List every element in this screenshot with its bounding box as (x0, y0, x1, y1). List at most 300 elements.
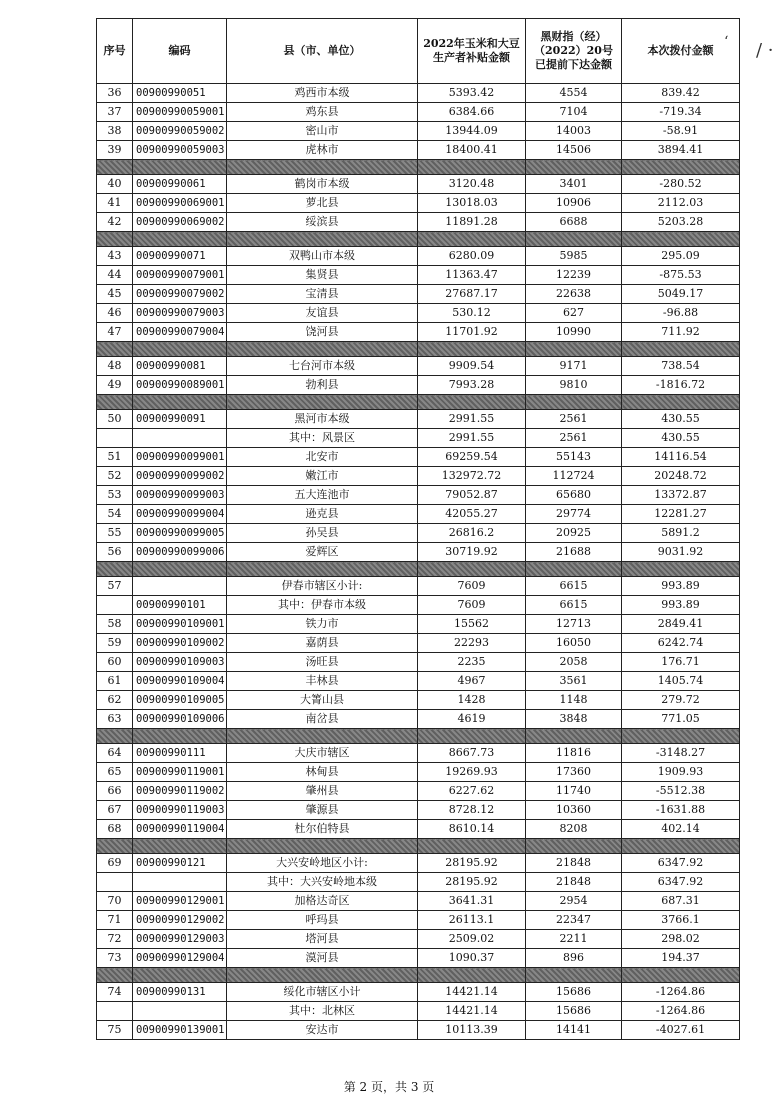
subtotal-cell (97, 395, 133, 410)
subtotal-row (97, 562, 740, 577)
row-code: 00900990109003 (133, 653, 227, 672)
row-code: 00900990099003 (133, 486, 227, 505)
subtotal-cell (526, 160, 622, 175)
row-county: 呼玛县 (227, 911, 418, 930)
row-advance: 11740 (526, 782, 622, 801)
subtotal-cell (526, 342, 622, 357)
row-number: 52 (97, 467, 133, 486)
row-current: 3766.1 (622, 911, 740, 930)
row-county: 其中：伊春市本级 (227, 596, 418, 615)
row-code: 00900990109005 (133, 691, 227, 710)
row-number: 55 (97, 524, 133, 543)
row-advance: 21848 (526, 854, 622, 873)
row-code: 00900990099004 (133, 505, 227, 524)
row-subsidy: 11363.47 (418, 266, 526, 285)
row-code: 00900990129002 (133, 911, 227, 930)
subtotal-cell (227, 968, 418, 983)
table-row (97, 122, 740, 141)
row-code: 00900990119001 (133, 763, 227, 782)
row-advance: 6615 (526, 577, 622, 596)
row-advance: 3561 (526, 672, 622, 691)
row-county: 勃利县 (227, 376, 418, 395)
header-advance: 黑财指（经）（2022）20号已提前下达金额 (526, 19, 622, 84)
row-number: 66 (97, 782, 133, 801)
row-number (97, 596, 133, 615)
row-code: 00900990109002 (133, 634, 227, 653)
row-subsidy: 10113.39 (418, 1021, 526, 1040)
table-row (97, 448, 740, 467)
table-row (97, 194, 740, 213)
row-county: 虎林市 (227, 141, 418, 160)
subtotal-cell (526, 562, 622, 577)
row-county: 集贤县 (227, 266, 418, 285)
row-county: 鸡东县 (227, 103, 418, 122)
row-number: 44 (97, 266, 133, 285)
row-advance: 3848 (526, 710, 622, 729)
row-number: 69 (97, 854, 133, 873)
row-subsidy: 22293 (418, 634, 526, 653)
row-advance: 10990 (526, 323, 622, 342)
row-subsidy: 6280.09 (418, 247, 526, 266)
row-subsidy: 2991.55 (418, 429, 526, 448)
table-row (97, 801, 740, 820)
row-advance: 8208 (526, 820, 622, 839)
row-subsidy: 7993.28 (418, 376, 526, 395)
row-current: 402.14 (622, 820, 740, 839)
row-subsidy: 42055.27 (418, 505, 526, 524)
row-subsidy: 6384.66 (418, 103, 526, 122)
subtotal-cell (526, 395, 622, 410)
row-number: 73 (97, 949, 133, 968)
subtotal-cell (133, 562, 227, 577)
row-subsidy: 1428 (418, 691, 526, 710)
row-county: 林甸县 (227, 763, 418, 782)
row-subsidy: 11891.28 (418, 213, 526, 232)
row-current: 295.09 (622, 247, 740, 266)
row-code: 00900990129004 (133, 949, 227, 968)
row-code: 00900990071 (133, 247, 227, 266)
row-county: 嘉荫县 (227, 634, 418, 653)
table-row (97, 782, 740, 801)
row-advance: 65680 (526, 486, 622, 505)
row-number: 63 (97, 710, 133, 729)
margin-mark: / · (756, 40, 774, 61)
row-current: 6347.92 (622, 873, 740, 892)
row-county: 丰林县 (227, 672, 418, 691)
row-county: 绥滨县 (227, 213, 418, 232)
table-row (97, 854, 740, 873)
row-advance: 15686 (526, 1002, 622, 1021)
row-current: -1631.88 (622, 801, 740, 820)
row-code: 00900990079003 (133, 304, 227, 323)
row-number (97, 429, 133, 448)
subtotal-cell (418, 968, 526, 983)
row-current: 5049.17 (622, 285, 740, 304)
row-current: 687.31 (622, 892, 740, 911)
row-code: 00900990139001 (133, 1021, 227, 1040)
row-advance: 10906 (526, 194, 622, 213)
table-row (97, 543, 740, 562)
row-advance: 2058 (526, 653, 622, 672)
table-row (97, 141, 740, 160)
row-number: 40 (97, 175, 133, 194)
row-code: 00900990069001 (133, 194, 227, 213)
row-county: 饶河县 (227, 323, 418, 342)
row-code: 00900990081 (133, 357, 227, 376)
row-current: 3894.41 (622, 141, 740, 160)
table-row (97, 357, 740, 376)
row-number: 64 (97, 744, 133, 763)
subtotal-row (97, 395, 740, 410)
subtotal-cell (97, 232, 133, 247)
row-subsidy: 9909.54 (418, 357, 526, 376)
subtotal-cell (418, 395, 526, 410)
row-current: -1816.72 (622, 376, 740, 395)
row-number: 68 (97, 820, 133, 839)
row-code: 00900990099005 (133, 524, 227, 543)
row-number: 42 (97, 213, 133, 232)
subtotal-cell (97, 968, 133, 983)
subtotal-cell (526, 839, 622, 854)
row-advance: 55143 (526, 448, 622, 467)
row-current: -58.91 (622, 122, 740, 141)
subtotal-row (97, 232, 740, 247)
row-advance: 12239 (526, 266, 622, 285)
table-row (97, 892, 740, 911)
row-number (97, 873, 133, 892)
row-current: -1264.86 (622, 1002, 740, 1021)
row-number: 59 (97, 634, 133, 653)
row-current: 771.05 (622, 710, 740, 729)
subtotal-cell (526, 729, 622, 744)
table-row (97, 429, 740, 448)
row-advance: 5985 (526, 247, 622, 266)
row-current: 430.55 (622, 429, 740, 448)
row-code: 00900990129001 (133, 892, 227, 911)
row-number: 54 (97, 505, 133, 524)
row-code: 00900990099001 (133, 448, 227, 467)
row-current: -1264.86 (622, 983, 740, 1002)
subtotal-cell (97, 729, 133, 744)
table-row (97, 84, 740, 103)
subtotal-cell (133, 395, 227, 410)
row-advance: 22347 (526, 911, 622, 930)
row-advance: 29774 (526, 505, 622, 524)
row-county: 大庆市辖区 (227, 744, 418, 763)
row-number: 39 (97, 141, 133, 160)
table-row (97, 949, 740, 968)
row-advance: 21688 (526, 543, 622, 562)
table-row (97, 524, 740, 543)
row-advance: 14003 (526, 122, 622, 141)
row-subsidy: 3120.48 (418, 175, 526, 194)
row-subsidy: 26113.1 (418, 911, 526, 930)
row-code: 00900990079001 (133, 266, 227, 285)
subtotal-row (97, 160, 740, 175)
subtotal-cell (622, 160, 740, 175)
row-advance: 3401 (526, 175, 622, 194)
row-number: 75 (97, 1021, 133, 1040)
row-subsidy: 28195.92 (418, 873, 526, 892)
row-number: 38 (97, 122, 133, 141)
row-subsidy: 30719.92 (418, 543, 526, 562)
row-county: 宝清县 (227, 285, 418, 304)
row-code: 00900990109001 (133, 615, 227, 634)
row-code: 00900990101 (133, 596, 227, 615)
subtotal-cell (526, 232, 622, 247)
subtotal-cell (133, 342, 227, 357)
subtotal-cell (418, 729, 526, 744)
header-code: 编码 (133, 19, 227, 84)
row-number: 67 (97, 801, 133, 820)
table-row (97, 691, 740, 710)
subtotal-cell (227, 232, 418, 247)
subtotal-cell (97, 342, 133, 357)
row-number: 53 (97, 486, 133, 505)
table-row (97, 285, 740, 304)
row-current: -280.52 (622, 175, 740, 194)
row-number: 57 (97, 577, 133, 596)
row-current: 298.02 (622, 930, 740, 949)
subtotal-cell (227, 395, 418, 410)
row-county: 黑河市本级 (227, 410, 418, 429)
row-county: 其中：北林区 (227, 1002, 418, 1021)
row-current: 2112.03 (622, 194, 740, 213)
row-county: 其中：大兴安岭地本级 (227, 873, 418, 892)
table-row (97, 175, 740, 194)
row-subsidy: 2991.55 (418, 410, 526, 429)
row-number: 48 (97, 357, 133, 376)
row-current: 430.55 (622, 410, 740, 429)
table-row (97, 1002, 740, 1021)
row-current: 279.72 (622, 691, 740, 710)
subtotal-cell (418, 562, 526, 577)
row-number: 58 (97, 615, 133, 634)
row-advance: 2561 (526, 410, 622, 429)
row-number: 74 (97, 983, 133, 1002)
subtotal-cell (622, 729, 740, 744)
row-current: 993.89 (622, 577, 740, 596)
subtotal-cell (418, 160, 526, 175)
row-county: 绥化市辖区小计 (227, 983, 418, 1002)
row-number: 60 (97, 653, 133, 672)
table-row (97, 763, 740, 782)
table-row (97, 103, 740, 122)
row-county: 友谊县 (227, 304, 418, 323)
table-row (97, 983, 740, 1002)
row-number: 70 (97, 892, 133, 911)
row-subsidy: 13944.09 (418, 122, 526, 141)
row-code: 00900990091 (133, 410, 227, 429)
row-current: -3148.27 (622, 744, 740, 763)
table-body (97, 84, 740, 1040)
row-current: -96.88 (622, 304, 740, 323)
row-number: 36 (97, 84, 133, 103)
subtotal-cell (418, 232, 526, 247)
table-row (97, 266, 740, 285)
subtotal-cell (227, 160, 418, 175)
row-number: 43 (97, 247, 133, 266)
row-county: 嫩江市 (227, 467, 418, 486)
row-advance: 2954 (526, 892, 622, 911)
row-subsidy: 530.12 (418, 304, 526, 323)
subtotal-cell (526, 968, 622, 983)
row-subsidy: 1090.37 (418, 949, 526, 968)
row-subsidy: 6227.62 (418, 782, 526, 801)
row-subsidy: 3641.31 (418, 892, 526, 911)
row-code: 00900990051 (133, 84, 227, 103)
row-code: 00900990131 (133, 983, 227, 1002)
row-advance: 20925 (526, 524, 622, 543)
row-subsidy: 18400.41 (418, 141, 526, 160)
subtotal-row (97, 968, 740, 983)
row-subsidy: 8728.12 (418, 801, 526, 820)
row-current: 5203.28 (622, 213, 740, 232)
row-subsidy: 4967 (418, 672, 526, 691)
row-number: 56 (97, 543, 133, 562)
subtotal-row (97, 729, 740, 744)
row-code: 00900990119003 (133, 801, 227, 820)
row-code: 00900990059002 (133, 122, 227, 141)
row-code: 00900990109004 (133, 672, 227, 691)
table-row (97, 1021, 740, 1040)
row-county: 双鸭山市本级 (227, 247, 418, 266)
row-number: 51 (97, 448, 133, 467)
row-county: 杜尔伯特县 (227, 820, 418, 839)
row-code: 00900990109006 (133, 710, 227, 729)
subtotal-cell (133, 729, 227, 744)
row-current: 12281.27 (622, 505, 740, 524)
table-row (97, 213, 740, 232)
row-subsidy: 69259.54 (418, 448, 526, 467)
table-row (97, 873, 740, 892)
row-advance: 21848 (526, 873, 622, 892)
row-subsidy: 7609 (418, 577, 526, 596)
row-number: 72 (97, 930, 133, 949)
row-advance: 1148 (526, 691, 622, 710)
table-row (97, 744, 740, 763)
row-code: 00900990069002 (133, 213, 227, 232)
row-subsidy: 5393.42 (418, 84, 526, 103)
row-code: 00900990059001 (133, 103, 227, 122)
header-subsidy: 2022年玉米和大豆生产者补贴金额 (418, 19, 526, 84)
row-county: 密山市 (227, 122, 418, 141)
row-county: 五大连池市 (227, 486, 418, 505)
row-county: 加格达奇区 (227, 892, 418, 911)
row-number: 61 (97, 672, 133, 691)
row-advance: 9171 (526, 357, 622, 376)
row-county: 大兴安岭地区小计: (227, 854, 418, 873)
row-subsidy: 4619 (418, 710, 526, 729)
row-current: 2849.41 (622, 615, 740, 634)
subtotal-cell (227, 839, 418, 854)
row-county: 大箐山县 (227, 691, 418, 710)
row-number: 47 (97, 323, 133, 342)
row-subsidy: 19269.93 (418, 763, 526, 782)
table-row (97, 672, 740, 691)
table-row (97, 596, 740, 615)
row-county: 漠河县 (227, 949, 418, 968)
row-advance: 15686 (526, 983, 622, 1002)
row-advance: 6688 (526, 213, 622, 232)
table-row (97, 505, 740, 524)
table-row (97, 911, 740, 930)
row-number: 45 (97, 285, 133, 304)
row-current: 14116.54 (622, 448, 740, 467)
row-county: 逊克县 (227, 505, 418, 524)
subtotal-cell (97, 562, 133, 577)
row-subsidy: 8667.73 (418, 744, 526, 763)
row-number: 41 (97, 194, 133, 213)
subtotal-cell (418, 839, 526, 854)
row-advance: 896 (526, 949, 622, 968)
row-current: 194.37 (622, 949, 740, 968)
row-current: 711.92 (622, 323, 740, 342)
row-county: 肇源县 (227, 801, 418, 820)
row-county: 七台河市本级 (227, 357, 418, 376)
row-county: 铁力市 (227, 615, 418, 634)
subtotal-cell (133, 968, 227, 983)
row-subsidy: 26816.2 (418, 524, 526, 543)
row-subsidy: 28195.92 (418, 854, 526, 873)
row-advance: 14141 (526, 1021, 622, 1040)
row-advance: 17360 (526, 763, 622, 782)
subtotal-cell (622, 232, 740, 247)
row-code: 00900990079002 (133, 285, 227, 304)
row-code: 00900990059003 (133, 141, 227, 160)
row-current: 6347.92 (622, 854, 740, 873)
row-subsidy: 79052.87 (418, 486, 526, 505)
table-row (97, 577, 740, 596)
subtotal-cell (97, 839, 133, 854)
table-row (97, 486, 740, 505)
table-row (97, 634, 740, 653)
header-county: 县（市、单位） (227, 19, 418, 84)
row-advance: 10360 (526, 801, 622, 820)
row-code (133, 873, 227, 892)
row-county: 伊春市辖区小计: (227, 577, 418, 596)
subtotal-cell (622, 342, 740, 357)
row-number: 65 (97, 763, 133, 782)
table-row (97, 820, 740, 839)
table-row (97, 615, 740, 634)
table-row (97, 930, 740, 949)
subsidy-table (96, 18, 740, 1040)
subtotal-cell (622, 839, 740, 854)
row-code: 00900990061 (133, 175, 227, 194)
row-subsidy: 2235 (418, 653, 526, 672)
row-code: 00900990099006 (133, 543, 227, 562)
row-advance: 14506 (526, 141, 622, 160)
table-row (97, 323, 740, 342)
row-current: 176.71 (622, 653, 740, 672)
row-current: 6242.74 (622, 634, 740, 653)
row-current: -4027.61 (622, 1021, 740, 1040)
row-number: 46 (97, 304, 133, 323)
row-current: 20248.72 (622, 467, 740, 486)
row-subsidy: 132972.72 (418, 467, 526, 486)
row-advance: 16050 (526, 634, 622, 653)
table-row (97, 410, 740, 429)
row-subsidy: 8610.14 (418, 820, 526, 839)
row-subsidy: 7609 (418, 596, 526, 615)
row-advance: 6615 (526, 596, 622, 615)
row-county: 鹤岗市本级 (227, 175, 418, 194)
margin-mark: ‘ (724, 34, 729, 50)
row-county: 肇州县 (227, 782, 418, 801)
row-advance: 2561 (526, 429, 622, 448)
row-code: 00900990099002 (133, 467, 227, 486)
